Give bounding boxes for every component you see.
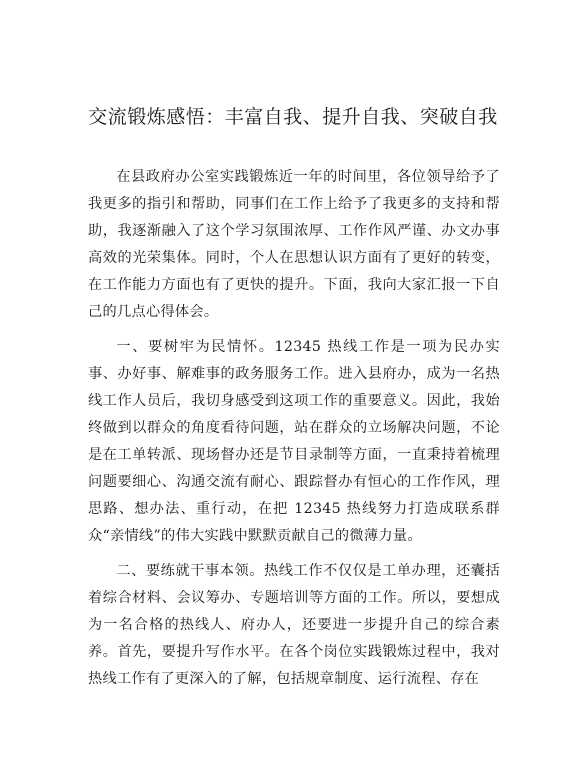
document-title: 交流锻炼感悟：丰富自我、提升自我、突破自我 — [88, 106, 498, 128]
document-body — [88, 164, 500, 701]
paragraph-intro: 在县政府办公室实践锻炼近一年的时间里，各位领导给予了我更多的指引和帮助，同事们在工作上给予了我更多的支持和帮助，我逐渐融入了这个学习氛围浓厚、工作作风严谨、办文办事高效的光荣集体。同时，个人在思想认识方面有了更好的转变，在工作能力方面也有了更快的提升。下面，我向大家汇报一下自己的几点心得体会。 — [88, 169, 500, 320]
paragraph-section-2: 二、要练就干事本领。热线工作不仅仅是工单办理，还囊括着综合材料、会议筹办、专题培训等方面的工作。所以，要想成为一名合格的热线人、府办人，还要进一步提升自己的综合素养。首先，要提升写作水平。在各个岗位实践锻炼过程中，我对热线工作有了更深入的了解，包括规章制度、运行流程、存在 — [88, 563, 500, 687]
paragraph-section-1: 一、要树牢为民情怀。12345 热线工作是一项为民办实事、办好事、解难事的政务服务工作。进入县府办，成为一名热线工作人员后，我切身感受到这项工作的重要意义。因此，我始终做到以群众的角度看待问题，站在群众的立场解决问题，不论是在工单转派、现场督办还是节目录制等方面，一直秉持着梳理问题要细心、沟通交流有耐心、跟踪督办有恒心的工作作风，理思路、想办法、重行动，在把 12345 热线努力打造成联系群众“亲情线”的伟大实践中默默贡献自己的微薄力量。 — [88, 339, 500, 544]
